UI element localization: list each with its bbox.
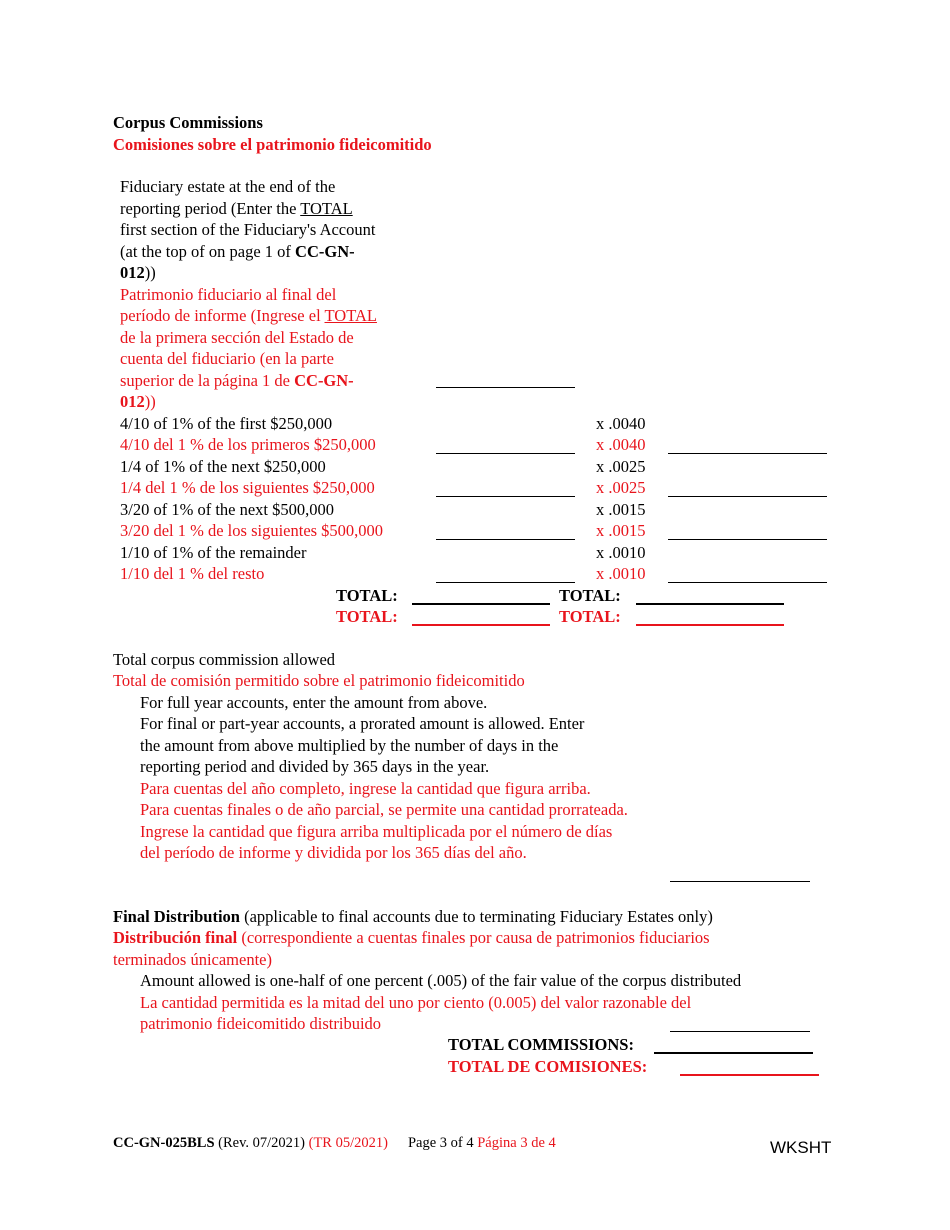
final-amount-es-line2: patrimonio fideicomitido distribuido	[140, 1014, 382, 1033]
allowed-en-line2: For final or part-year accounts, a prorated amount is allowed. Enter	[140, 714, 585, 733]
total-commissions-es: TOTAL DE COMISIONES:	[448, 1057, 648, 1076]
total-amount-line-en[interactable]	[412, 603, 550, 605]
estate-es-line6: 012))	[120, 392, 156, 411]
wksht-label: WKSHT	[770, 1138, 832, 1157]
allowed-amount-line[interactable]	[670, 881, 810, 882]
total-label-en-2: TOTAL:	[559, 586, 621, 605]
estate-en-line3: first section of the Fiduciary's Account	[120, 220, 376, 239]
allowed-en-line4: reporting period and divided by 365 days in the year.	[140, 757, 490, 776]
rate-2-amount-line[interactable]	[436, 496, 575, 497]
rate-1-en: 4/10 of 1% of the first $250,000	[120, 414, 333, 433]
rate-4-result-line[interactable]	[668, 582, 827, 583]
estate-en-line1: Fiduciary estate at the end of the	[120, 177, 336, 196]
estate-en-line4: (at the top of on page 1 of CC-GN-	[120, 242, 355, 261]
rate-2-mult-es: x .0025	[596, 478, 646, 497]
total-commissions-line-en[interactable]	[654, 1052, 813, 1054]
allowed-title-en: Total corpus commission allowed	[113, 650, 336, 669]
allowed-es-line2: Para cuentas finales o de año parcial, se permite una cantidad prorrateada.	[140, 800, 628, 819]
rate-3-en: 3/20 of 1% of the next $500,000	[120, 500, 335, 519]
estate-en-line5: 012))	[120, 263, 156, 282]
total-result-line-es[interactable]	[636, 624, 784, 626]
rate-4-amount-line[interactable]	[436, 582, 575, 583]
final-title-es: Distribución final (correspondiente a cuentas finales por causa de patrimonios fiduciarios	[113, 928, 710, 947]
total-amount-line-es[interactable]	[412, 624, 550, 626]
rate-2-en: 1/4 of 1% of the next $250,000	[120, 457, 326, 476]
final-amount-line[interactable]	[670, 1031, 810, 1032]
rate-3-mult-en: x .0015	[596, 500, 646, 519]
total-commissions-line-es[interactable]	[680, 1074, 819, 1076]
estate-amount-line[interactable]	[436, 387, 575, 388]
rate-4-mult-es: x .0010	[596, 564, 646, 583]
rate-1-es: 4/10 del 1 % de los primeros $250,000	[120, 435, 376, 454]
estate-es-line5: superior de la página 1 de CC-GN-	[120, 371, 354, 390]
corpus-heading-es: Comisiones sobre el patrimonio fideicomitido	[113, 135, 432, 154]
rate-2-es: 1/4 del 1 % de los siguientes $250,000	[120, 478, 375, 497]
allowed-en-line1: For full year accounts, enter the amount from above.	[140, 693, 488, 712]
rate-2-mult-en: x .0025	[596, 457, 646, 476]
rate-4-es: 1/10 del 1 % del resto	[120, 564, 265, 583]
final-title-es-line2: terminados únicamente)	[113, 950, 272, 969]
allowed-es-line1: Para cuentas del año completo, ingrese la cantidad que figura arriba.	[140, 779, 591, 798]
total-commissions-en: TOTAL COMMISSIONS:	[448, 1035, 634, 1054]
rate-1-result-line[interactable]	[668, 453, 827, 454]
rate-3-amount-line[interactable]	[436, 539, 575, 540]
estate-en-line2: reporting period (Enter the TOTAL	[120, 199, 353, 218]
total-label-en-1: TOTAL:	[336, 586, 398, 605]
rate-2-result-line[interactable]	[668, 496, 827, 497]
allowed-es-line4: del período de informe y dividida por los 365 días del año.	[140, 843, 527, 862]
total-label-es-1: TOTAL:	[336, 607, 398, 626]
estate-es-line3: de la primera sección del Estado de	[120, 328, 354, 347]
final-title-en: Final Distribution (applicable to final accounts due to terminating Fiduciary Estates only)	[113, 907, 713, 926]
rate-4-en: 1/10 of 1% of the remainder	[120, 543, 307, 562]
rate-1-amount-line[interactable]	[436, 453, 575, 454]
total-label-es-2: TOTAL:	[559, 607, 621, 626]
estate-es-line1: Patrimonio fiduciario al final del	[120, 285, 337, 304]
rate-3-mult-es: x .0015	[596, 521, 646, 540]
rate-1-mult-es: x .0040	[596, 435, 646, 454]
corpus-heading-en: Corpus Commissions	[113, 113, 263, 132]
estate-es-line4: cuenta del fiduciario (en la parte	[120, 349, 334, 368]
rate-3-es: 3/20 del 1 % de los siguientes $500,000	[120, 521, 384, 540]
final-amount-es-line1: La cantidad permitida es la mitad del uno por ciento (0.005) del valor razonable del	[140, 993, 692, 1012]
allowed-en-line3: the amount from above multiplied by the number of days in the	[140, 736, 559, 755]
allowed-title-es: Total de comisión permitido sobre el patrimonio fideicomitido	[113, 671, 525, 690]
rate-4-mult-en: x .0010	[596, 543, 646, 562]
rate-3-result-line[interactable]	[668, 539, 827, 540]
total-result-line-en[interactable]	[636, 603, 784, 605]
estate-es-line2: período de informe (Ingrese el TOTAL	[120, 306, 377, 325]
rate-1-mult-en: x .0040	[596, 414, 646, 433]
footer-form-info: CC-GN-025BLS (Rev. 07/2021) (TR 05/2021) Page 3 of 4 Página 3 de 4	[113, 1135, 556, 1151]
final-amount-en: Amount allowed is one-half of one percent (.005) of the fair value of the corpus distributed	[140, 971, 742, 990]
allowed-es-line3: Ingrese la cantidad que figura arriba multiplicada por el número de días	[140, 822, 613, 841]
